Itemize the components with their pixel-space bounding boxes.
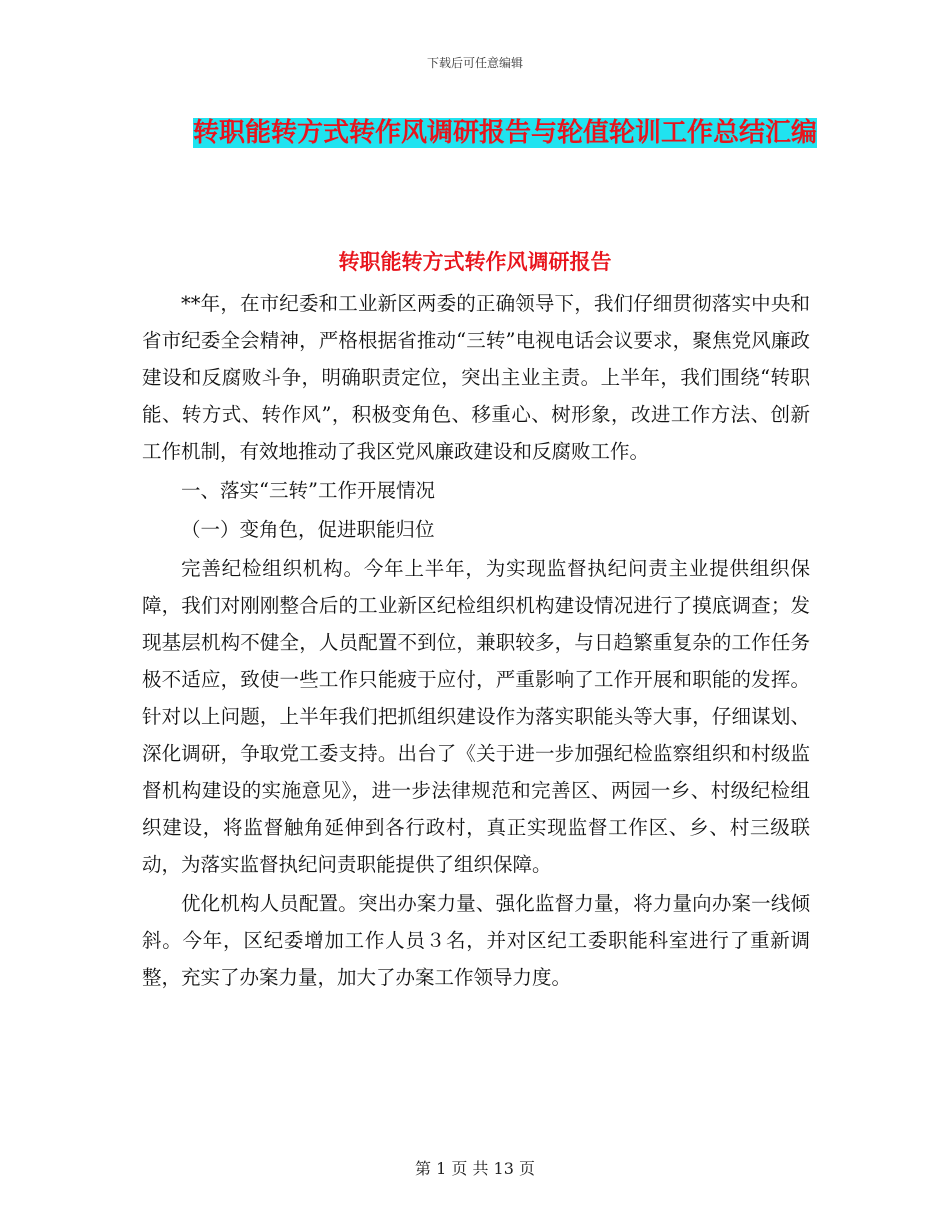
paragraph-organization: 完善纪检组织机构。今年上半年，为实现监督执纪问责主业提供组织保障，我们对刚刚整合后的工业新区纪检组织机构建设情况进行了摸底调查；发现基层机构不健全，人员配置不到位，兼职较多，与日趋繁重复杂的工作任务极不适应，致使一些工作只能疲于应付，严重影响了工作开展和职能的发挥。针对以上问题，上半年我们把抓组织建设作为落实职能头等大事，仔细谋划、深化调研，争取党工委支持。出台了《关于进一步加强纪检监察组织和村级监督机构建设的实施意见》，进一步法律规范和完善区、两园一乡、村级纪检组织建设，将监督触角延伸到各行政村，真正实现监督工作区、乡、村三级联动，为落实监督执纪问责职能提供了组织保障。 <box>142 557 810 876</box>
document-title-text: 转职能转方式转作风调研报告与轮值轮训工作总结汇编 <box>192 118 817 148</box>
heading-level-1: 一、落实“三转”工作开展情况 <box>181 479 435 502</box>
section-title: 转职能转方式转作风调研报告 <box>338 249 612 274</box>
page-number: 第 1 页 共 13 页 <box>415 1159 535 1178</box>
document-body <box>142 285 810 996</box>
heading-level-2: （一）变角色，促进职能归位 <box>181 518 435 541</box>
document-title <box>190 110 820 156</box>
header-note: 下载后可任意编辑 <box>426 56 523 70</box>
paragraph-intro: **年，在市纪委和工业新区两委的正确领导下，我们仔细贯彻落实中央和省市纪委全会精神，严格根据省推动“三转”电视电话会议要求，聚焦党风廉政建设和反腐败斗争，明确职责定位，突出主业主责。上半年，我们围绕“转职能、转方式、转作风”，积极变角色、移重心、树形象，改进工作方法、创新工作机制，有效地推动了我区党风廉政建设和反腐败工作。 <box>142 292 810 463</box>
paragraph-staffing: 优化机构人员配置。突出办案力量、强化监督力量，将力量向办案一线倾斜。今年，区纪委增加工作人员３名，并对区纪工委职能科室进行了重新调整，充实了办案力量，加大了办案工作领导力度。 <box>142 892 810 989</box>
